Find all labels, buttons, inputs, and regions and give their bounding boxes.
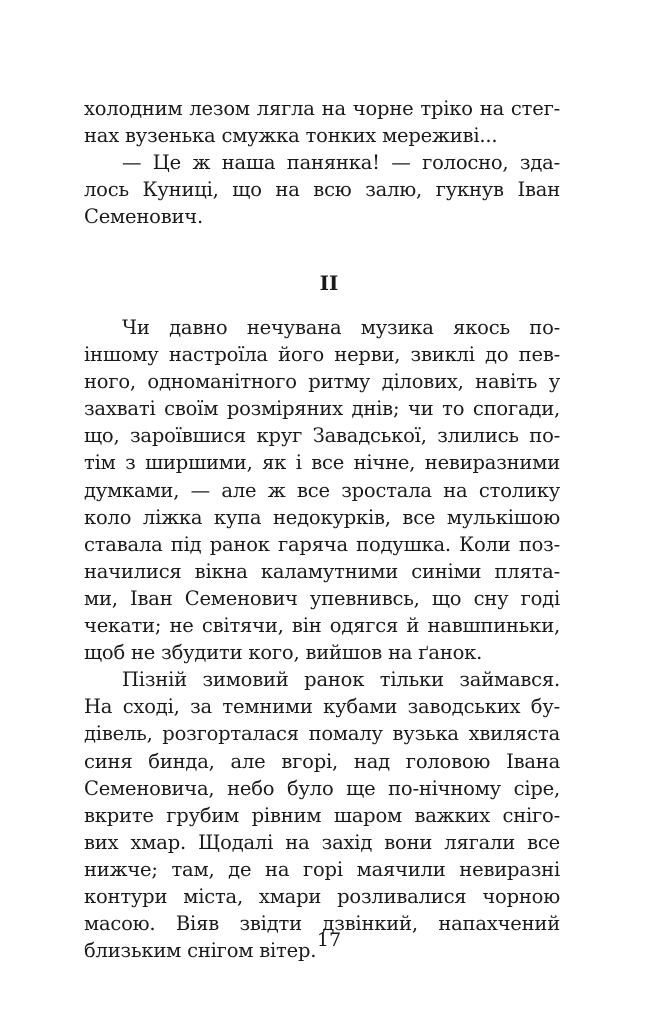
paragraph-continuation bbox=[84, 95, 560, 230]
text-line: Семенович. bbox=[84, 205, 203, 229]
text-line: синя бинда, але вгорі, над головою Івана bbox=[84, 749, 560, 773]
text-line: вкрите грубим рівним шаром важких сніго- bbox=[84, 803, 560, 827]
section-heading: ІІ bbox=[319, 271, 339, 295]
text-line: чекати; не світячи, він одягся й навшпиньки, bbox=[84, 614, 560, 638]
text-line: нижче; там, де на горі маячили невиразні bbox=[84, 857, 560, 881]
text-line: холодним лезом лягла на чорне тріко на стег- bbox=[84, 97, 560, 120]
text-line: тім з ширшими, як і все нічне, невиразними bbox=[84, 451, 560, 475]
text-line: дівель, розгорталася помалу вузька хвиляста bbox=[84, 722, 560, 746]
page-number: 17 bbox=[316, 929, 342, 951]
text-line: іншому настроїла його нерви, звиклі до пев- bbox=[84, 343, 560, 367]
text-line: захваті своїм розміряних днів; чи то спогади, bbox=[84, 397, 560, 421]
text-line: ного, одноманітного ритму ділових, навіть у bbox=[84, 370, 560, 394]
text-line: начилися вікна каламутними синіми плята- bbox=[84, 559, 560, 583]
text-line: масою. Віяв звідти дзвінкий, напахчений bbox=[84, 912, 560, 936]
text-line: На сході, за темними кубами заводських бу- bbox=[84, 695, 560, 719]
text-line: думками, — але ж все зростала на столику bbox=[84, 478, 560, 502]
text-line: Семеновича, небо було ще по-нічному сіре, bbox=[84, 776, 560, 800]
text-line: Пізній зимовий ранок тільки займався. bbox=[122, 668, 560, 692]
text-line: близьким снігом вітер. bbox=[84, 939, 317, 963]
text-line: ми, Іван Семенович упевнивсь, що сну годі bbox=[84, 586, 560, 610]
text-line: лось Куниці, що на всю залю, гукнув Іван bbox=[84, 178, 560, 202]
text-line: ставала під ранок гаряча подушка. Коли поз- bbox=[84, 532, 560, 556]
section-body bbox=[84, 314, 560, 964]
text-line: щоб не збудити кого, вийшов на ґанок. bbox=[84, 641, 483, 665]
text-line: нах вузенька смужка тонких мереживі... bbox=[84, 124, 498, 148]
text-line: Чи давно нечувана музика якось по- bbox=[122, 316, 560, 339]
text-line: що, зароївшися круг Завадської, злились по- bbox=[84, 424, 560, 448]
text-line: — Це ж наша панянка! — голосно, зда- bbox=[122, 151, 560, 175]
text-line: контури міста, хмари розливалися чорною bbox=[84, 884, 560, 908]
text-line: коло ліжка купа недокурків, все мулькішою bbox=[84, 505, 560, 529]
text-line: вих хмар. Щодалі на захід вони лягали все bbox=[84, 830, 560, 854]
